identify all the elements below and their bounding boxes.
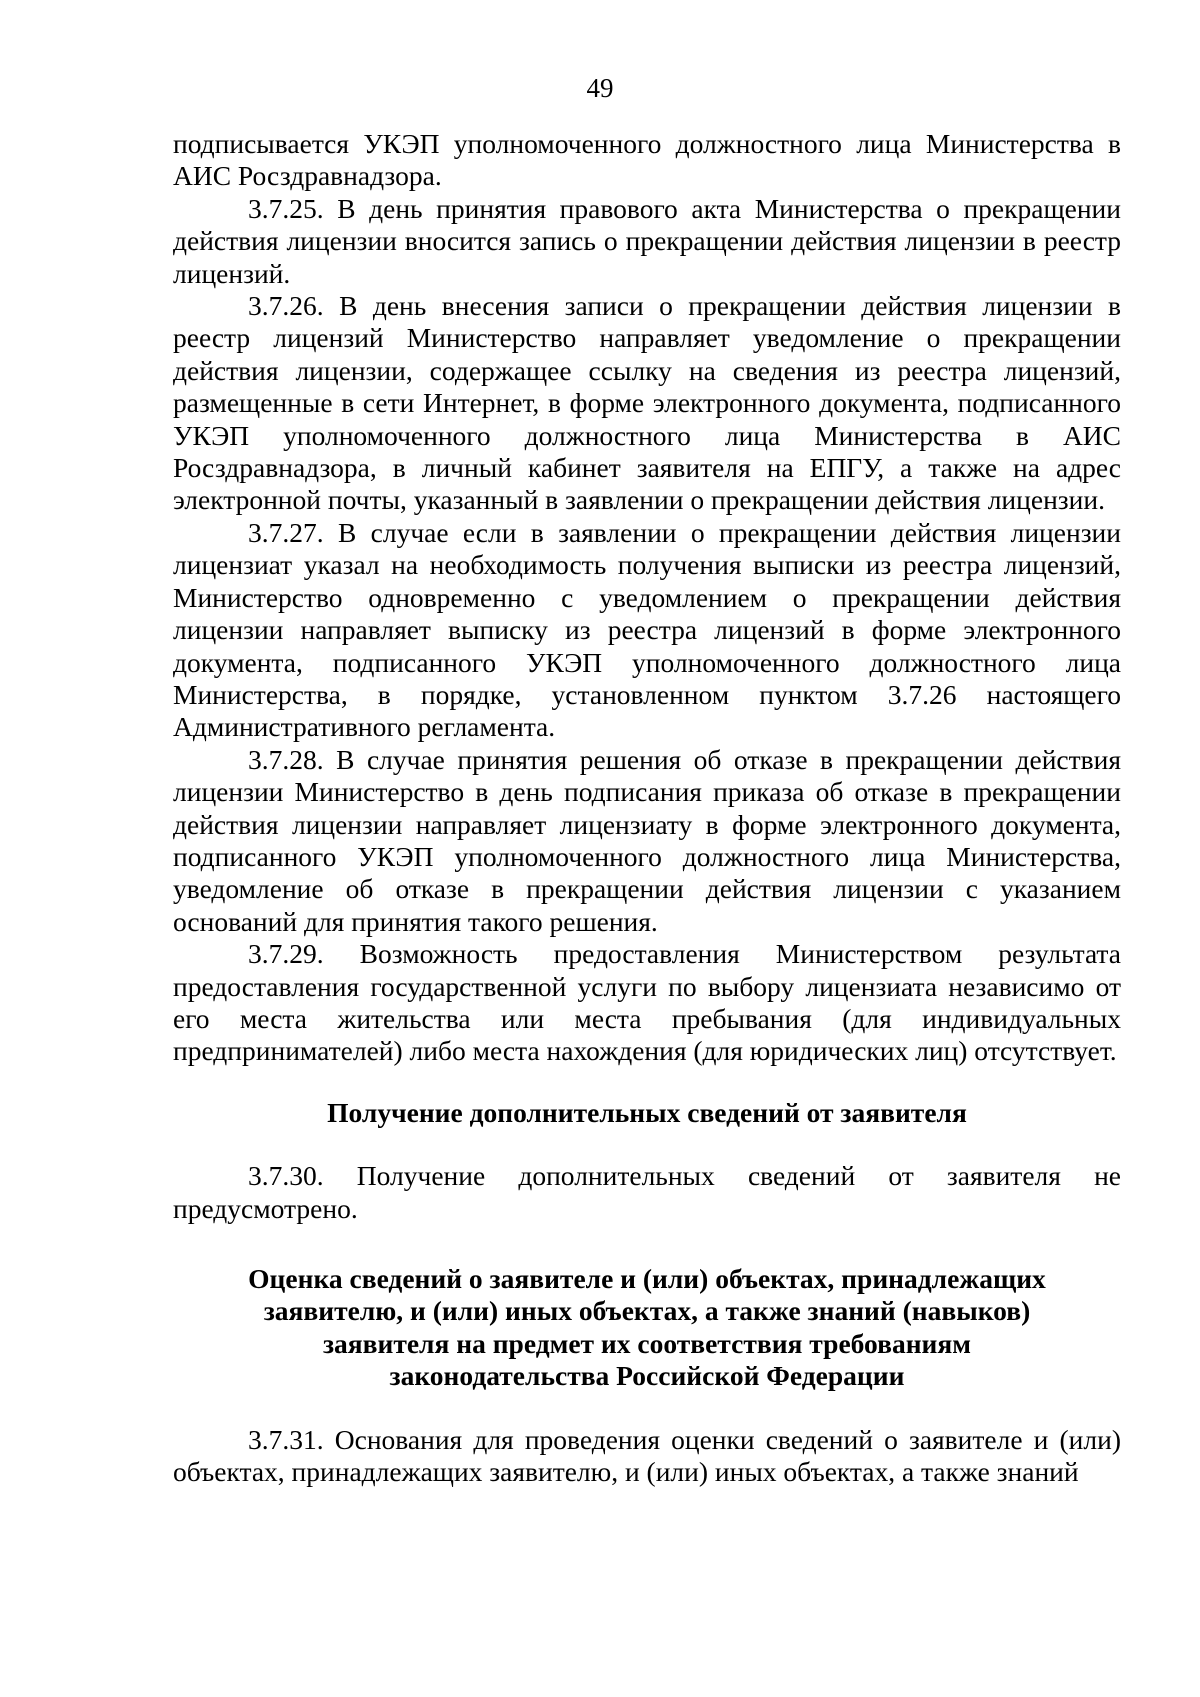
paragraph-3-7-30: 3.7.30. Получение дополнительных сведений от заявителя не предусмотрено. xyxy=(173,1160,1121,1224)
section-paragraphs xyxy=(173,128,1121,1068)
paragraph: 3.7.29. Возможность предоставления Министерством результата предоставления государственной услуги по выбору лицензиата независимо от его места жительства или места пребывания (для индивидуальных предпринимателей) либо места нахождения (для юридических лиц) отсутствует. xyxy=(173,938,1121,1067)
section-heading-assessment: Оценка сведений о заявителе и (или) объектах, принадлежащих заявителю, и (или) иных объектах, а также знаний (навыков) заявителя на предмет их соответствия требованиям законодательства Российской Федерации xyxy=(248,1263,1046,1392)
paragraph: 3.7.26. В день внесения записи о прекращении действия лицензии в реестр лицензий Министерство направляет уведомление о прекращении действия лицензии, содержащее ссылку на сведения из реестра лицензий, размещенные в сети Интернет, в форме электронного документа, подписанного УКЭП уполномоченного должностного лица Министерства в АИС Росздравнадзора, в личный кабинет заявителя на ЕПГУ, а также на адрес электронной почты, указанный в заявлении о прекращении действия лицензии. xyxy=(173,290,1121,516)
section-heading-additional-info: Получение дополнительных сведений от заявителя xyxy=(327,1096,967,1128)
paragraph: подписывается УКЭП уполномоченного должностного лица Министерства в АИС Росздравнадзора. xyxy=(173,128,1121,192)
paragraph-3-7-31: 3.7.31. Основания для проведения оценки сведений о заявителе и (или) объектах, принадлежащих заявителю, и (или) иных объектах, а также знаний xyxy=(173,1423,1121,1488)
paragraph: 3.7.25. В день принятия правового акта Министерства о прекращении действия лицензии вносится запись о прекращении действия лицензии в реестр лицензий. xyxy=(173,192,1121,289)
paragraph: 3.7.28. В случае принятия решения об отказе в прекращении действия лицензии Министерство в день подписания приказа об отказе в прекращении действия лицензии направляет лицензиату в форме электронного документа, подписанного УКЭП уполномоченного должностного лица Министерства, уведомление об отказе в прекращении действия лицензии с указанием оснований для принятия такого решения. xyxy=(173,743,1121,937)
page-number: 49 xyxy=(586,73,614,103)
paragraph: 3.7.27. В случае если в заявлении о прекращении действия лицензии лицензиат указал на необходимость получения выписки из реестра лицензий, Министерство одновременно с уведомлением о прекращении действия лицензии направляет выписку из реестра лицензий в форме электронного документа, подписанного УКЭП уполномоченного должностного лица Министерства, в порядке, установленном пунктом 3.7.26 настоящего Административного регламента. xyxy=(173,516,1121,743)
document-body xyxy=(173,128,1121,1488)
